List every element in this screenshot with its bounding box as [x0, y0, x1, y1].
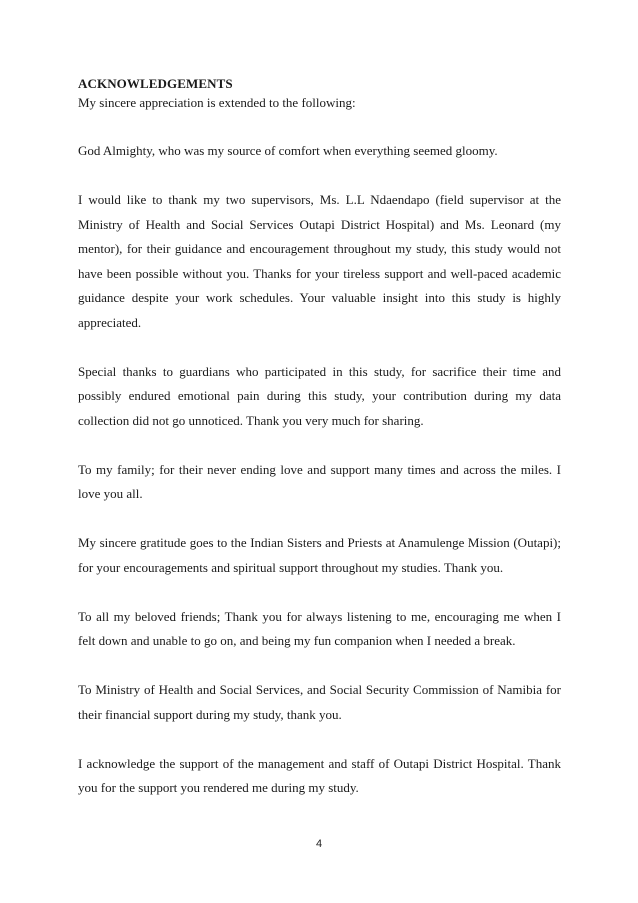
- page-number: 4: [315, 838, 323, 850]
- paragraph-hospital: I acknowledge the support of the management and staff of Outapi District Hospital. Thank you for the support you rendered me during my study.: [78, 755, 561, 795]
- paragraph-sisters-priests: My sincere gratitude goes to the Indian Sisters and Priests at Anamulenge Mission (Outapi); for your encouragements and spiritual support throughout my studies. Thank you.: [78, 535, 561, 575]
- paragraph-guardians: Special thanks to guardians who participated in this study, for sacrifice their time and possibly endured emotional pain during this study, your contribution during my data collection did not go unnoticed. Thank you very much for sharing.: [78, 363, 561, 428]
- paragraph-friends: To all my beloved friends; Thank you for always listening to me, encouraging me when I felt down and unable to go on, and being my fun companion when I needed a break.: [78, 608, 561, 648]
- document-page: [78, 76, 561, 825]
- paragraph-supervisors: I would like to thank my two supervisors, Ms. L.L Ndaendapo (field supervisor at the Ministry of Health and Social Services Outapi District Hospital) and Ms. Leonard (my mentor), for their guidance and encouragement throughout my study, this study would not have been possible without you. Thanks for your tireless support and well-paced academic guidance despite your work schedules. Your valuable insight into this study is highly appreciated.: [78, 192, 561, 330]
- intro-paragraph: My sincere appreciation is extended to the following:: [78, 95, 356, 110]
- paragraph-family: To my family; for their never ending love and support many times and across the miles. I love you all.: [78, 461, 561, 501]
- paragraph-god: God Almighty, who was my source of comfort when everything seemed gloomy.: [78, 143, 498, 158]
- section-heading: ACKNOWLEDGEMENTS: [78, 76, 233, 91]
- paragraph-ministry: To Ministry of Health and Social Services, and Social Security Commission of Namibia for their financial support during my study, thank you.: [78, 682, 561, 722]
